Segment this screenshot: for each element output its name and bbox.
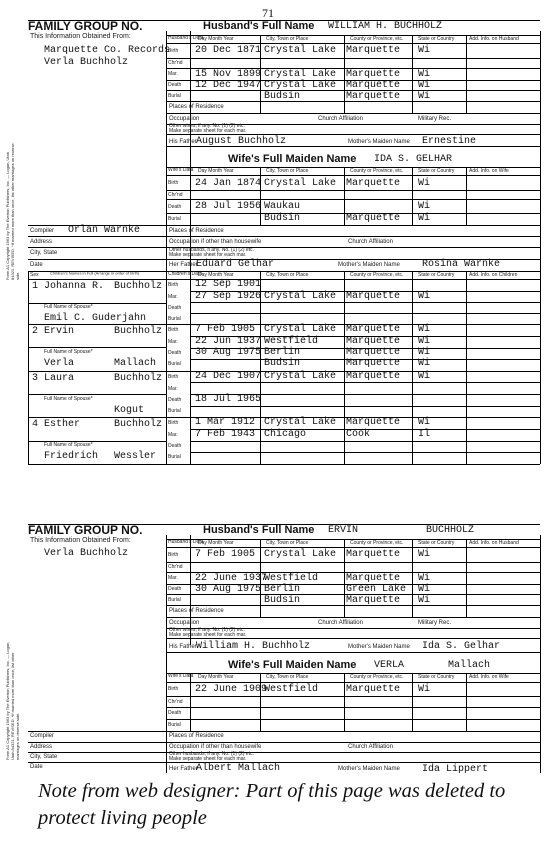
his-father-2: William H. Buchholz	[196, 641, 311, 652]
other-wives-label-2: Other wives, if any. No. (1) (2) etc.	[169, 627, 245, 633]
h2-mar-state: Wi	[418, 573, 431, 584]
h2-burial-county: Marquette	[346, 595, 401, 606]
military-label-2: Military Rec.	[418, 620, 452, 626]
family-group-no-label: FAMILY GROUP NO.	[28, 19, 143, 33]
child-first-name: Laura	[44, 373, 75, 384]
w-col-dmy: Day Month Year	[198, 168, 234, 174]
child-burial-label: Burial	[168, 454, 181, 460]
info-from-label: This Information Obtained From:	[30, 33, 131, 40]
child-number: 1	[32, 281, 39, 292]
w-death-label: Death	[168, 204, 182, 210]
her-mother: Rosina Warnke	[422, 259, 501, 270]
h2-birth-state: Wi	[418, 549, 431, 560]
w-burial-label: Burial	[168, 216, 181, 222]
h2-death-date: 30 Aug 1975	[195, 584, 262, 595]
w-residence-label: Places of Residence	[169, 228, 224, 234]
church-label: Church Affiliation	[318, 116, 363, 122]
child-mar-field: Wi	[418, 336, 431, 347]
page-number: 71	[262, 6, 274, 20]
w2-separate-sheet-label: Make separate sheet for each mar.	[169, 756, 247, 762]
child-burial-label: Burial	[168, 316, 181, 322]
child-last-name: Buchholz	[114, 419, 163, 430]
h2-burial-state: Wi	[418, 595, 431, 606]
child-spouse-last: Kogut	[114, 405, 145, 416]
family-group-no-label-2: FAMILY GROUP NO.	[28, 523, 143, 537]
h-death-county: Marquette	[346, 80, 401, 91]
child-number: 4	[32, 419, 39, 430]
w2-col-county: County or Province, etc.	[350, 674, 404, 680]
col-county: County or Province, etc.	[350, 36, 404, 42]
his-father: August Buchholz	[196, 136, 287, 147]
w2-birth-date: 22 June 1909	[195, 684, 268, 695]
her-father: Eduard Gelhar	[196, 259, 275, 270]
child-spouse-name: Emil C. Guderjahn	[44, 313, 147, 324]
child-mar-field: Westfield	[264, 336, 319, 347]
her-mother-2: Ida Lippert	[422, 764, 489, 775]
burial-label-2: Burial	[168, 597, 181, 603]
web-designer-note: Note from web designer: Part of this page was deleted to protect living people	[38, 780, 506, 829]
husband-name: WILLIAM H. BUCHHOLZ	[328, 21, 443, 32]
col-city: City, Town or Place	[266, 36, 309, 42]
child-mar-field: Wi	[418, 291, 431, 302]
mar-label-2: Mar.	[168, 575, 178, 581]
w-separate-sheet-label: Make separate sheet for each mar.	[169, 252, 247, 258]
residence-label: Places of Residence	[169, 104, 224, 110]
info-line-2-1: Verla Buchholz	[44, 548, 129, 559]
child-death-field: Marquette	[346, 347, 401, 358]
spouse-label: Full Name of Spouse*	[44, 349, 93, 355]
col-city-2: City, Town or Place	[266, 540, 309, 546]
husband-name-label: Husband's Full Name	[203, 20, 315, 32]
other-husbands-label: Other husbands, if any. No. (1) (2) etc.	[169, 247, 254, 253]
husband-first-2: ERVIN	[328, 525, 359, 536]
her-mother-label: Mother's Maiden Name	[338, 262, 400, 268]
child-mar-label: Mar.	[168, 432, 178, 438]
w-birth-state: Wi	[418, 178, 431, 189]
child-birth-field: Marquette	[346, 324, 401, 335]
w-col-state: State or Country	[418, 168, 455, 174]
h-mar-date: 15 Nov 1899	[195, 69, 262, 80]
w-occupation-label: Occupation if other than housewife	[169, 239, 262, 245]
child-mar-field: Il	[418, 429, 431, 440]
h-burial-state: Wi	[418, 91, 431, 102]
c-col-dmy: Day Month Year	[198, 272, 234, 278]
h2-death-county: Green Lake	[346, 584, 407, 595]
h-mar-state: Wi	[418, 69, 431, 80]
death-label: Death	[168, 82, 182, 88]
w2-birth-state: Wi	[418, 684, 431, 695]
his-father-label: His Father	[169, 139, 197, 145]
w-burial-county: Marquette	[346, 213, 401, 224]
w-death-date: 28 Jul 1956	[195, 201, 262, 212]
burial-label: Burial	[168, 93, 181, 99]
chrnd-label-2: Chr'nd	[168, 564, 183, 570]
city-state-label-2: City, State	[30, 754, 58, 760]
w2-burial-label: Burial	[168, 722, 181, 728]
child-last-name: Buchholz	[114, 281, 163, 292]
child-burial-label: Burial	[168, 361, 181, 367]
h-burial-city: Budsin	[264, 91, 301, 102]
h-birth-state: Wi	[418, 45, 431, 56]
h2-mar-date: 22 June 1937	[195, 573, 268, 584]
child-death-label: Death	[168, 350, 182, 356]
child-last-name: Buchholz	[114, 326, 163, 337]
child-mar-field: Marquette	[346, 336, 401, 347]
child-birth-label: Birth	[168, 327, 179, 333]
child-birth-field: Marquette	[346, 371, 401, 382]
h2-mar-county: Marquette	[346, 573, 401, 584]
h-death-state: Wi	[418, 80, 431, 91]
w2-col-city: City, Town or Place	[266, 674, 309, 680]
child-mar-field: Marquette	[346, 291, 401, 302]
col-state-2: State or Country	[418, 540, 455, 546]
w-birth-city: Crystal Lake	[264, 178, 337, 189]
w2-col-dmy: Day Month Year	[198, 674, 234, 680]
other-husbands-label-2: Other husbands, if any. No. (1) (2) etc.	[169, 751, 254, 757]
spouse-label: Full Name of Spouse*	[44, 442, 93, 448]
child-mar-label: Mar.	[168, 386, 178, 392]
address-label: Address	[30, 239, 53, 245]
w-col-city: City, Town or Place	[266, 168, 309, 174]
child-birth-field: Marquette	[346, 417, 401, 428]
col-dmy-2: Day Month Year	[198, 540, 234, 546]
c-col-state: State or Country	[418, 272, 455, 278]
wife-last-2: Mallach	[448, 660, 491, 671]
his-father-label-2: His Father	[169, 644, 197, 650]
child-birth-field: Wi	[418, 371, 431, 382]
occupation-label-2: Occupation	[169, 620, 200, 626]
h-burial-county: Marquette	[346, 91, 401, 102]
compiler-label: Compiler	[30, 228, 55, 234]
child-birth-field: Crystal Lake	[264, 324, 337, 335]
child-spouse-last: Wessler	[114, 451, 157, 462]
c-col-addinfo: Add. Info. on Children	[469, 272, 518, 278]
his-mother-2: Ida S. Gelhar	[422, 641, 501, 652]
child-birth-field: Crystal Lake	[264, 371, 337, 382]
child-burial-label: Burial	[168, 408, 181, 414]
family-group-sheet-1	[28, 20, 540, 463]
h-mar-city: Crystal Lake	[264, 69, 337, 80]
w2-church-label: Church Affiliation	[348, 744, 393, 750]
child-number: 3	[32, 373, 39, 384]
col-county-2: County or Province, etc.	[350, 540, 404, 546]
child-burial-field: Marquette	[346, 358, 401, 369]
w-burial-city: Budsin	[264, 213, 301, 224]
child-spouse-name: Friedrich	[44, 451, 99, 462]
husbands-data-label: Husband's Data	[168, 35, 204, 41]
h-birth-county: Marquette	[346, 45, 401, 56]
child-birth-field: 24 Dec 1907	[195, 371, 262, 382]
address-label-2: Address	[30, 744, 53, 750]
h2-death-city: Berlin	[264, 584, 301, 595]
info-line-1: Marquette Co. Records	[44, 45, 171, 56]
chrnd-label: Chr'nd	[168, 60, 183, 66]
info-from-label-2: This Information Obtained From:	[30, 537, 131, 544]
w-death-city: Waukau	[264, 201, 301, 212]
her-father-label-2: Her Father	[169, 766, 198, 772]
h2-birth-county: Marquette	[346, 549, 401, 560]
husband-last-2: BUCHHOLZ	[426, 525, 475, 536]
city-state-label: City, State	[30, 250, 58, 256]
his-mother: Ernestine	[422, 136, 477, 147]
child-spouse-last: Mallach	[114, 358, 157, 369]
w2-birth-label: Birth	[168, 686, 179, 692]
child-birth-field: Crystal Lake	[264, 417, 337, 428]
col-state: State or Country	[418, 36, 455, 42]
child-birth-label: Birth	[168, 282, 179, 288]
info-line-2: Verla Buchholz	[44, 57, 129, 68]
separate-sheet-label-2: Make separate sheet for each mar.	[169, 632, 247, 638]
h-mar-county: Marquette	[346, 69, 401, 80]
child-death-field: 30 Aug 1975	[195, 347, 262, 358]
w2-chrnd-label: Chr'nd	[168, 699, 183, 705]
w2-col-state: State or Country	[418, 674, 455, 680]
w-death-state: Wi	[418, 201, 431, 212]
h2-mar-city: Westfield	[264, 573, 319, 584]
occupation-label: Occupation	[169, 116, 200, 122]
death-label-2: Death	[168, 586, 182, 592]
child-mar-field: 22 Jun 1937	[195, 336, 262, 347]
date-label: Date	[30, 262, 43, 268]
her-mother-label-2: Mother's Maiden Name	[338, 766, 400, 772]
date-label-2: Date	[30, 764, 43, 770]
child-death-field: 18 Jul 1965	[195, 394, 262, 405]
wife-name-label-2: Wife's Full Maiden Name	[228, 659, 357, 671]
husband-name-label-2: Husband's Full Name	[203, 524, 315, 536]
c-col-county: County or Province, etc.	[350, 272, 404, 278]
child-birth-field: 12 Sep 1901	[195, 279, 262, 290]
w2-birth-county: Marquette	[346, 684, 401, 695]
child-death-field: Wi	[418, 347, 431, 358]
child-birth-field: Wi	[418, 417, 431, 428]
col-dmy: Day Month Year	[198, 36, 234, 42]
copyright-sidebar-1: Form A1 Copyright 1963 by The Everton Publishers, Inc. — Logan, Utah 84321. REVISED. *If married more than once, list other marriages on reverse side.	[5, 143, 20, 280]
church-label-2: Church Affiliation	[318, 620, 363, 626]
child-death-label: Death	[168, 443, 182, 449]
h-death-date: 12 Dec 1947	[195, 80, 262, 91]
child-birth-field: 1 Mar 1912	[195, 417, 256, 428]
w-col-addinfo: Add. Info. on Wife	[469, 168, 509, 174]
child-first-name: Esther	[44, 419, 81, 430]
w-chrnd-label: Chr'nd	[168, 192, 183, 198]
wife-name: IDA S. GELHAR	[374, 154, 453, 165]
childrens-data-label: Children's Data	[168, 271, 203, 277]
her-father-2: Albert Mallach	[196, 763, 281, 774]
children-names-label: Children's Names in Full (Arrange in order of birth)	[50, 271, 140, 276]
child-number: 2	[32, 326, 39, 337]
child-birth-field: 7 Feb 1905	[195, 324, 256, 335]
spouse-label: Full Name of Spouse*	[44, 396, 93, 402]
w-col-county: County or Province, etc.	[350, 168, 404, 174]
h-birth-city: Crystal Lake	[264, 45, 337, 56]
c-col-city: City, Town or Place	[266, 272, 309, 278]
w-birth-date: 24 Jan 1874	[195, 178, 262, 189]
h2-birth-date: 7 Feb 1905	[195, 549, 256, 560]
family-group-sheet-2	[28, 523, 540, 775]
child-death-label: Death	[168, 305, 182, 311]
child-mar-field: 27 Sep 1926	[195, 291, 262, 302]
w2-death-label: Death	[168, 710, 182, 716]
w2-col-addinfo: Add. Info. on Wife	[469, 674, 509, 680]
h-death-city: Crystal Lake	[264, 80, 337, 91]
child-death-label: Death	[168, 397, 182, 403]
child-mar-field: Cook	[346, 429, 371, 440]
his-mother-label: Mother's Maiden Name	[348, 139, 410, 145]
compiler: Orlan Warnke	[68, 225, 141, 236]
child-birth-label: Birth	[168, 420, 179, 426]
child-death-field: Berlin	[264, 347, 301, 358]
child-mar-field: Chicago	[264, 429, 307, 440]
birth-label-2: Birth	[168, 552, 179, 558]
compiler-label-2: Compiler	[30, 733, 55, 739]
his-mother-label-2: Mother's Maiden Name	[348, 644, 410, 650]
child-first-name: Johanna R.	[44, 281, 105, 292]
child-mar-label: Mar.	[168, 339, 178, 345]
child-spouse-name: Verla	[44, 358, 75, 369]
h2-burial-city: Budsin	[264, 595, 301, 606]
birth-label: Birth	[168, 48, 179, 54]
col-addinfo-2: Add. Info. on Husband	[469, 540, 519, 546]
husbands-data-label-2: Husband's Data	[168, 539, 204, 545]
other-wives-label: Other wives, if any. No. (1) (2) etc.	[169, 123, 245, 129]
child-birth-field: Wi	[418, 324, 431, 335]
child-mar-field: 7 Feb 1943	[195, 429, 256, 440]
separate-sheet-label: Make separate sheet for each mar.	[169, 128, 247, 134]
w-birth-label: Birth	[168, 180, 179, 186]
child-burial-field: Budsin	[264, 358, 301, 369]
child-burial-field: Wi	[418, 358, 431, 369]
w-burial-state: Wi	[418, 213, 431, 224]
col-addinfo: Add. Info. on Husband	[469, 36, 519, 42]
wifes-data-label-2: Wife's Data	[168, 673, 194, 679]
wife-name-label: Wife's Full Maiden Name	[228, 153, 357, 165]
child-first-name: Ervin	[44, 326, 75, 337]
w2-birth-city: Westfield	[264, 684, 319, 695]
child-last-name: Buchholz	[114, 373, 163, 384]
child-mar-field: Crystal Lake	[264, 291, 337, 302]
w-church-label: Church Affiliation	[348, 239, 393, 245]
mar-label: Mar.	[168, 71, 178, 77]
wife-first-2: VERLA	[374, 660, 405, 671]
w2-residence-label: Places of Residence	[169, 733, 224, 739]
child-mar-label: Mar.	[168, 294, 178, 300]
w-birth-county: Marquette	[346, 178, 401, 189]
child-birth-label: Birth	[168, 374, 179, 380]
h-birth-date: 20 Dec 1871	[195, 45, 262, 56]
wifes-data-label: Wife's Data	[168, 167, 194, 173]
her-father-label: Her Father	[169, 262, 198, 268]
sex-label: Sex	[30, 272, 39, 278]
copyright-sidebar-2: Form A1 Copyright 1963 by The Everton Publishers, Inc. — Logan, Utah 84321. REVISED. *If married more than once, list other marriages on reverse side.	[5, 641, 20, 760]
w2-occupation-label: Occupation if other than housewife	[169, 744, 262, 750]
residence-label-2: Places of Residence	[169, 608, 224, 614]
h2-birth-city: Crystal Lake	[264, 549, 337, 560]
h2-death-state: Wi	[418, 584, 431, 595]
spouse-label: Full Name of Spouse*	[44, 304, 93, 310]
military-label: Military Rec.	[418, 116, 452, 122]
